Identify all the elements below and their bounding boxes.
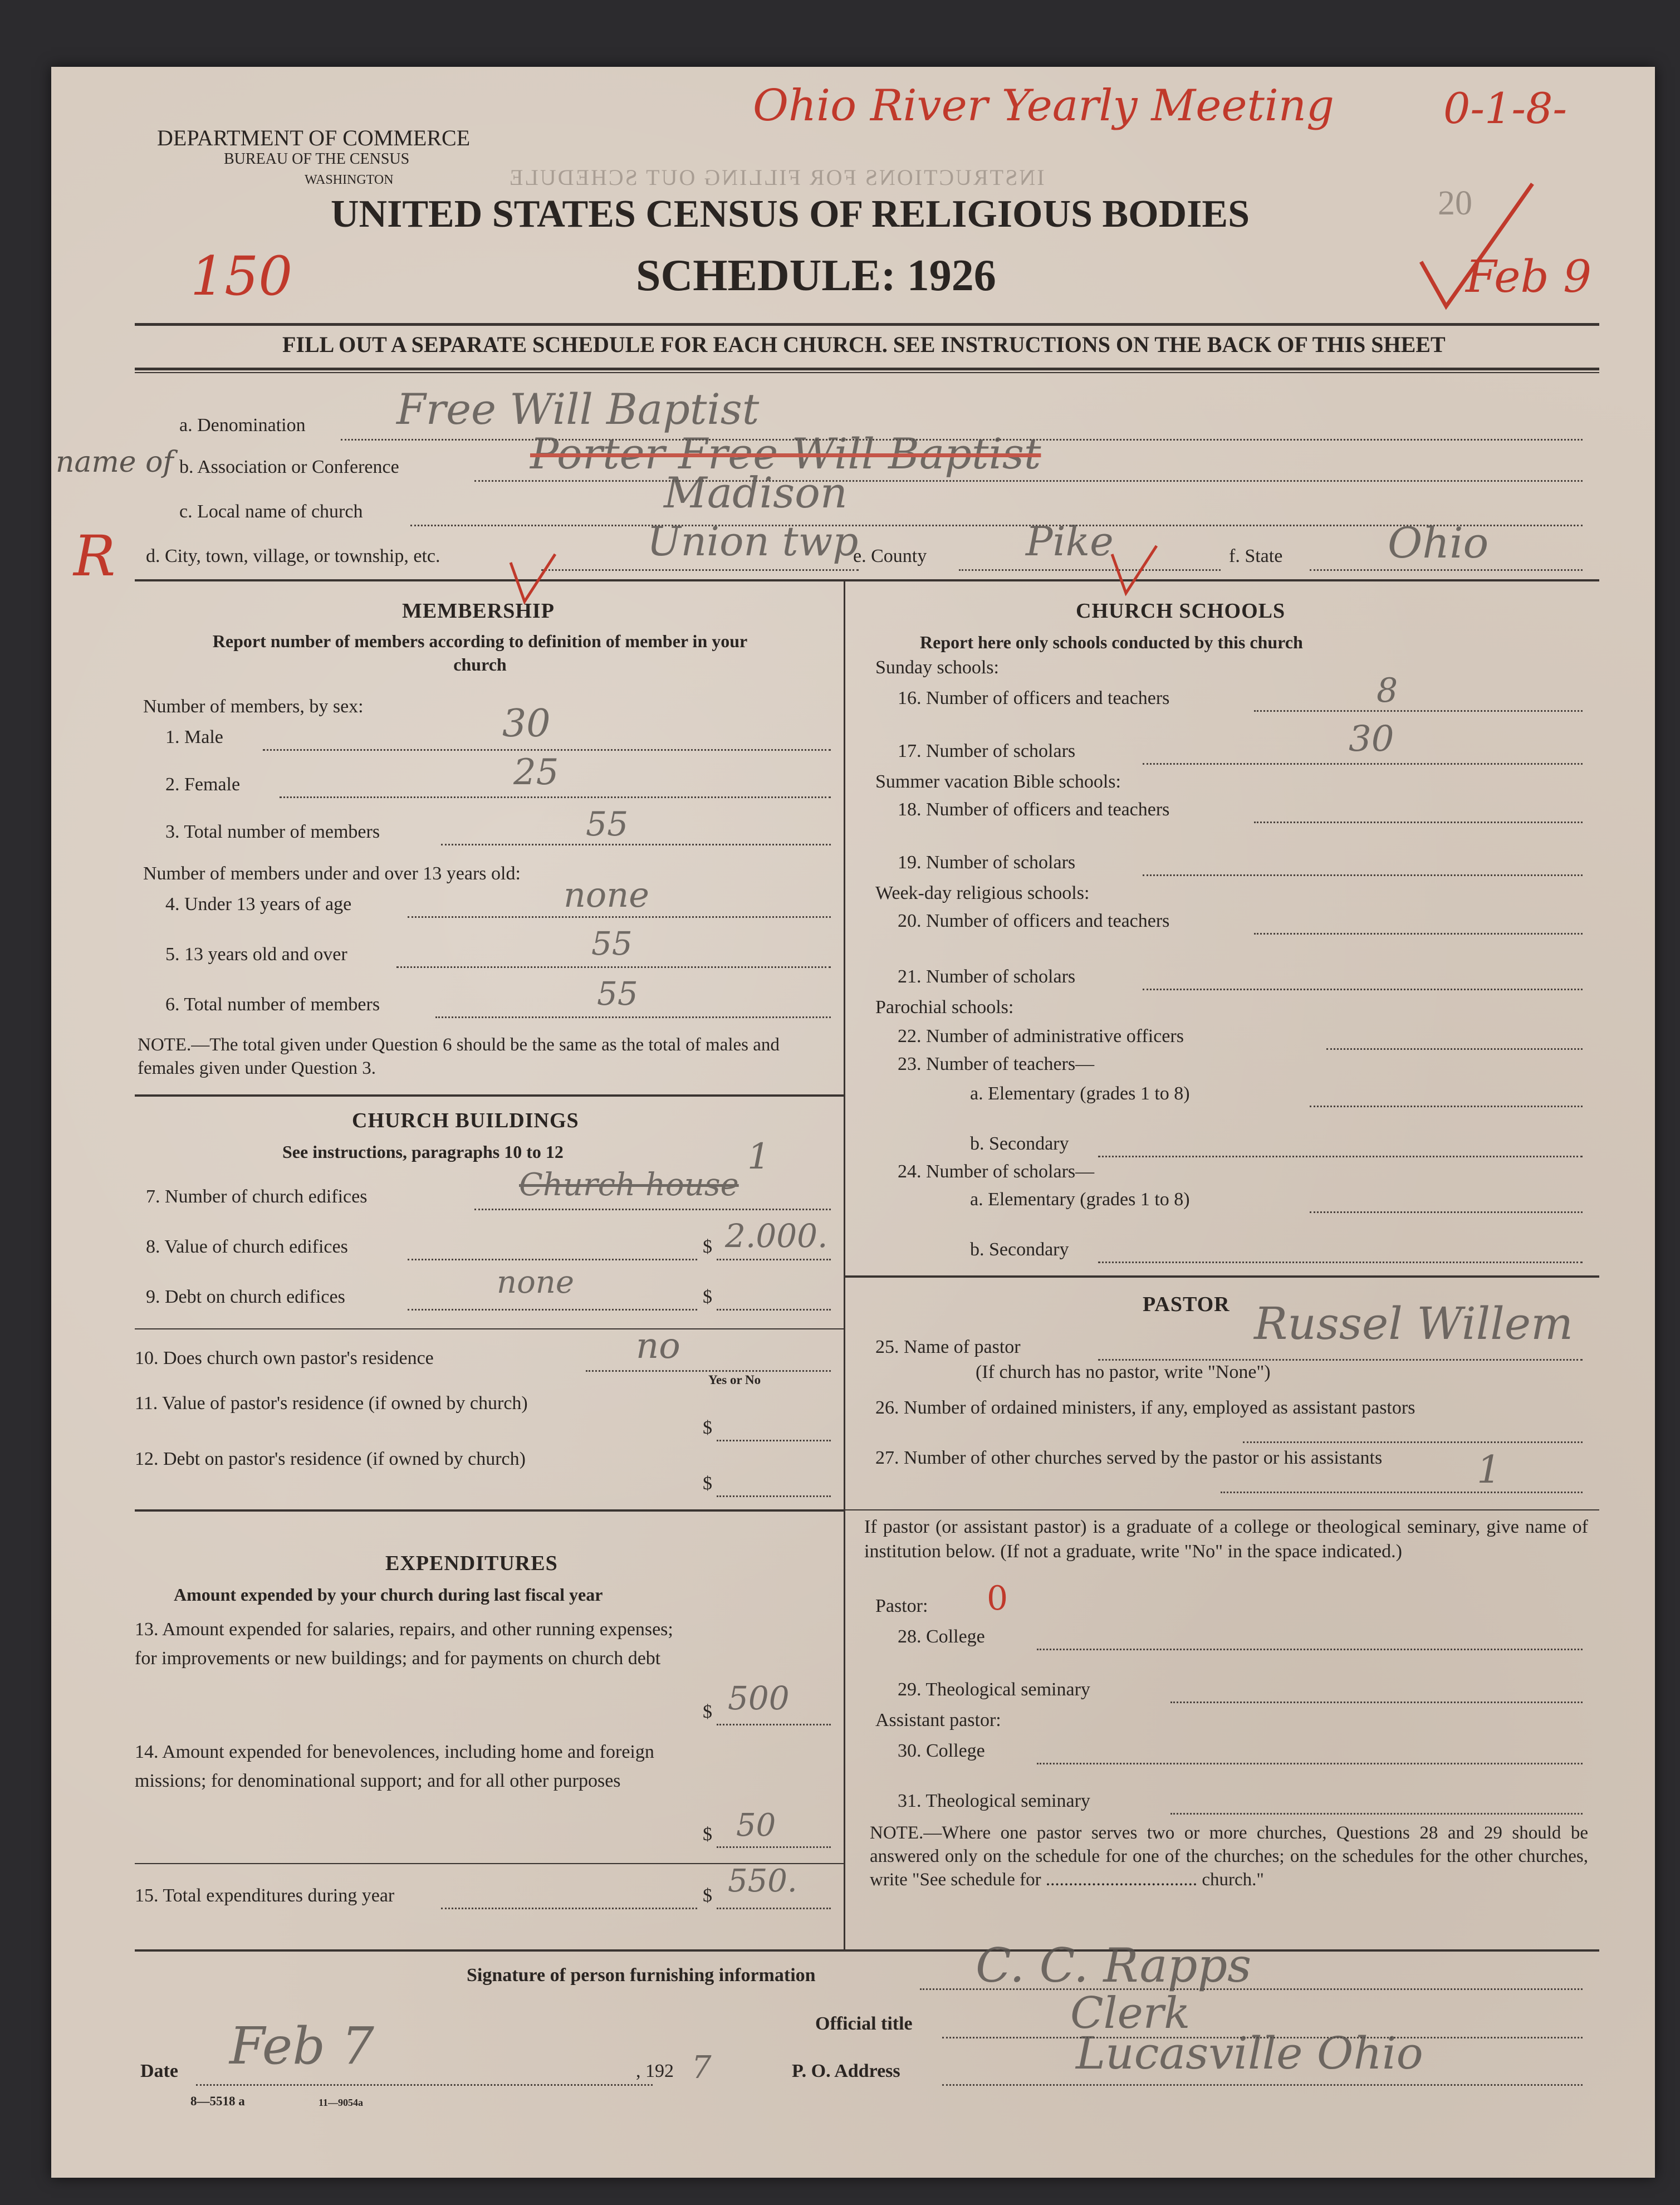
q2-value: 25: [513, 752, 559, 793]
q28-line: [1037, 1649, 1583, 1650]
annotation-r: R: [74, 524, 116, 589]
q15-line: [441, 1908, 697, 1909]
q1-label: 1. Male: [165, 727, 223, 747]
q16-value: 8: [1377, 671, 1398, 710]
q4-line: [408, 916, 831, 918]
annotation-code: 0-1-8-: [1443, 84, 1568, 133]
q11-dollar: $: [703, 1417, 712, 1438]
q12-dollar: $: [703, 1473, 712, 1494]
q8-value: 2.000.: [725, 1217, 828, 1255]
q9-line: [408, 1309, 697, 1311]
divider: [135, 1509, 844, 1512]
official-title-label: Official title: [815, 2013, 913, 2034]
pastor-title: PASTOR: [1143, 1293, 1230, 1316]
q17-line: [1143, 763, 1583, 765]
q24b-label: b. Secondary: [970, 1239, 1069, 1260]
q3-line: [441, 844, 831, 845]
q12-label: 12. Debt on pastor's residence (if owned by church): [135, 1449, 526, 1469]
q17-label: 17. Number of scholars: [898, 741, 1076, 761]
q14-label: 14. Amount expended for benevolences, including home and foreign missions; for denominational support; and for all other purposes: [135, 1742, 654, 1791]
q18-line: [1254, 822, 1583, 823]
q27-label: 27. Number of other churches served by the pastor or his assistants: [875, 1448, 1383, 1468]
date-line: [196, 2084, 653, 2086]
state-value: Ohio: [1388, 518, 1489, 568]
q7-line: [474, 1209, 831, 1210]
q7-number: 1: [747, 1136, 770, 1177]
q1-line: [263, 749, 831, 751]
schools-intro: Report here only schools conducted by this church: [920, 632, 1303, 652]
members-by-sex: Number of members, by sex:: [143, 696, 364, 717]
q10-value: no: [636, 1326, 680, 1367]
page-title: UNITED STATES CENSUS OF RELIGIOUS BODIES: [331, 193, 1250, 236]
q7-label: 7. Number of church edifices: [146, 1186, 368, 1207]
department-name: DEPARTMENT OF COMMERCE: [157, 125, 471, 150]
po-address-value: Lucasville Ohio: [1076, 2027, 1423, 2079]
q26-line: [1243, 1441, 1583, 1443]
q20-label: 20. Number of officers and teachers: [898, 911, 1170, 931]
q4-value: none: [564, 874, 649, 915]
city-line: [541, 569, 859, 571]
q14-amount-line: [717, 1846, 831, 1848]
column-divider: [844, 581, 845, 1952]
po-address-line: [942, 2084, 1583, 2086]
county-value: Pike: [1026, 518, 1114, 565]
q8-line: [408, 1259, 697, 1260]
q11-amount-line: [717, 1440, 831, 1441]
official-title-value: Clerk: [1070, 1988, 1191, 2038]
show-through-heading: INSTRUCTIONS FOR FILLING OUT SCHEDULE: [508, 165, 1045, 190]
q23a-label: a. Elementary (grades 1 to 8): [970, 1083, 1190, 1104]
q9-label: 9. Debt on church edifices: [146, 1287, 345, 1307]
annotation-number: 150: [190, 245, 293, 307]
date-year-digit: 7: [692, 2050, 712, 2086]
q23a-line: [1310, 1106, 1583, 1107]
pastor-label: Pastor:: [875, 1596, 928, 1616]
divider: [845, 1275, 1599, 1278]
membership-title: MEMBERSHIP: [402, 599, 555, 623]
q7-value: Church house: [519, 1167, 739, 1203]
divider: [135, 323, 1599, 326]
divider: [135, 1328, 844, 1329]
local-name-value: Madison: [664, 468, 848, 517]
assistant-label: Assistant pastor:: [875, 1710, 1001, 1730]
q8-amount-line: [717, 1259, 831, 1260]
q17-value: 30: [1349, 718, 1394, 760]
q20-line: [1254, 933, 1583, 935]
q24a-label: a. Elementary (grades 1 to 8): [970, 1189, 1190, 1210]
tick-mark-icon: [1109, 543, 1159, 599]
city-label: d. City, town, village, or township, etc.: [146, 546, 440, 566]
q13-amount-line: [717, 1724, 831, 1725]
q6-label: 6. Total number of members: [165, 994, 380, 1015]
date-label: Date: [140, 2061, 178, 2081]
q9-value: none: [497, 1264, 574, 1300]
county-label: e. County: [853, 546, 927, 566]
page-number: 20: [1438, 184, 1472, 222]
form-number: 8—5518 a: [190, 2094, 245, 2108]
q26-label: 26. Number of ordained ministers, if any, employed as assistant pastors: [875, 1397, 1415, 1418]
q21-line: [1143, 989, 1583, 990]
q5-label: 5. 13 years old and over: [165, 944, 347, 965]
tick-mark-icon: [508, 551, 558, 607]
city-value: Union twp: [647, 518, 859, 565]
q19-line: [1143, 874, 1583, 876]
buildings-intro: See instructions, paragraphs 10 to 12: [282, 1142, 564, 1162]
q2-label: 2. Female: [165, 774, 241, 795]
q23b-label: b. Secondary: [970, 1133, 1069, 1154]
q3-value: 55: [586, 805, 629, 844]
q14-dollar: $: [703, 1824, 712, 1845]
q29-label: 29. Theological seminary: [898, 1679, 1090, 1700]
divider: [135, 1949, 1599, 1952]
q15-value: 550.: [728, 1863, 797, 1899]
pastor-value: 0: [987, 1579, 1008, 1618]
q24-label: 24. Number of scholars—: [898, 1161, 1095, 1182]
checkmark-icon: [1415, 178, 1538, 312]
q5-line: [396, 966, 831, 968]
q2-line: [280, 796, 831, 798]
graduate-intro: If pastor (or assistant pastor) is a graduate of a college or theological seminary, give name of institution below. (If not a graduate, write "No" in the space indicated.): [864, 1517, 1588, 1562]
signature-label: Signature of person furnishing information: [467, 1965, 816, 1986]
q8-label: 8. Value of church edifices: [146, 1236, 348, 1257]
q29-line: [1170, 1702, 1583, 1703]
q9-dollar: $: [703, 1287, 712, 1307]
q12-amount-line: [717, 1495, 831, 1497]
q13-label: 13. Amount expended for salaries, repairs, and other running expenses; for improvements or new buildings; and for payments on church debt: [135, 1619, 673, 1669]
parochial-schools: Parochial schools:: [875, 997, 1014, 1018]
po-address-label: P. O. Address: [792, 2061, 900, 2081]
q13-value: 500: [728, 1679, 790, 1717]
q10-label: 10. Does church own pastor's residence: [135, 1348, 434, 1368]
divider: [135, 579, 1599, 581]
date-year: , 192: [636, 2061, 674, 2081]
q31-line: [1170, 1813, 1583, 1815]
denomination-label: a. Denomination: [179, 415, 306, 436]
q24b-line: [1098, 1262, 1583, 1263]
q1-value: 30: [502, 702, 551, 746]
age-intro: Number of members under and over 13 years old:: [143, 863, 521, 884]
schedule-title: SCHEDULE: 1926: [636, 251, 996, 300]
divider: [135, 372, 1599, 373]
schools-title: CHURCH SCHOOLS: [1076, 599, 1286, 623]
association-line: [474, 480, 1583, 482]
association-value: Porter Free Will Baptist: [530, 429, 1041, 478]
county-line: [959, 569, 1221, 571]
q14-value: 50: [736, 1807, 776, 1844]
q18-label: 18. Number of officers and teachers: [898, 799, 1170, 820]
q19-label: 19. Number of scholars: [898, 852, 1076, 873]
q10-line: [586, 1370, 831, 1372]
bureau-name: BUREAU OF THE CENSUS: [224, 150, 410, 168]
state-line: [1310, 569, 1583, 571]
annotation-meeting: Ohio River Yearly Meeting: [753, 81, 1334, 131]
census-schedule-sheet: [51, 67, 1655, 2178]
q25-note: (If church has no pastor, write "None"): [976, 1362, 1271, 1382]
annotation-date: Feb 9: [1466, 251, 1592, 302]
local-name-label: c. Local name of church: [179, 501, 363, 522]
q27-line: [1221, 1492, 1583, 1493]
q23-label: 23. Number of teachers—: [898, 1054, 1095, 1074]
form-number-secondary: 11—9054a: [319, 2097, 364, 2108]
date-value: Feb 7: [229, 2016, 374, 2076]
yes-no-hint: Yes or No: [708, 1373, 761, 1387]
membership-intro: Report number of members according to definition of member in your church: [212, 631, 748, 674]
q16-label: 16. Number of officers and teachers: [898, 688, 1170, 708]
q5-value: 55: [591, 925, 633, 962]
q30-line: [1037, 1763, 1583, 1764]
fill-instruction: FILL OUT A SEPARATE SCHEDULE FOR EACH CHURCH. SEE INSTRUCTIONS ON THE BACK OF THIS SHEET: [282, 332, 1446, 357]
expenditures-title: EXPENDITURES: [385, 1552, 558, 1575]
q24a-line: [1310, 1211, 1583, 1213]
divider: [135, 1094, 844, 1097]
summer-schools: Summer vacation Bible schools:: [875, 771, 1121, 792]
bureau-city: WASHINGTON: [305, 173, 394, 187]
q16-line: [1254, 710, 1583, 712]
q25-label: 25. Name of pastor: [875, 1337, 1021, 1357]
state-label: f. State: [1229, 546, 1283, 566]
q6-value: 55: [597, 975, 638, 1013]
q15-label: 15. Total expenditures during year: [135, 1885, 395, 1906]
membership-note: NOTE.—The total given under Question 6 should be the same as the total of males and females given under Question 3.: [138, 1035, 780, 1078]
q22-label: 22. Number of administrative officers: [898, 1026, 1184, 1047]
divider: [845, 1509, 1599, 1510]
q27-value: 1: [1477, 1448, 1501, 1492]
q9-amount-line: [717, 1309, 831, 1311]
weekday-schools: Week-day religious schools:: [875, 883, 1090, 903]
pastor-note: NOTE.—Where one pastor serves two or more churches, Questions 28 and 29 should be answered only on the schedule for one of the churches; on the schedules for the other churches, write "See schedule for ................................. church.": [870, 1823, 1588, 1890]
q30-label: 30. College: [898, 1740, 985, 1761]
q11-label: 11. Value of pastor's residence (if owned by church): [135, 1393, 528, 1414]
signature-value: C. C. Rapps: [976, 1938, 1252, 1993]
q28-label: 28. College: [898, 1626, 985, 1647]
q8-dollar: $: [703, 1236, 712, 1257]
expenditures-intro: Amount expended by your church during last fiscal year: [174, 1585, 603, 1605]
buildings-title: CHURCH BUILDINGS: [352, 1109, 579, 1132]
q21-label: 21. Number of scholars: [898, 966, 1076, 987]
denomination-value: Free Will Baptist: [396, 384, 760, 434]
divider: [135, 368, 1599, 370]
q6-line: [435, 1016, 831, 1018]
q4-label: 4. Under 13 years of age: [165, 894, 352, 915]
q22-line: [1326, 1048, 1583, 1050]
q23b-line: [1098, 1156, 1583, 1157]
q3-label: 3. Total number of members: [165, 822, 380, 842]
q15-dollar: $: [703, 1885, 712, 1906]
q25-line: [1098, 1359, 1583, 1361]
sunday-schools: Sunday schools:: [875, 657, 999, 678]
q15-amount-line: [717, 1908, 831, 1909]
association-label: b. Association or Conference: [179, 457, 399, 477]
annotation-name-of: name of: [56, 446, 174, 479]
q25-value: Russel Willem: [1254, 1298, 1574, 1350]
q13-dollar: $: [703, 1702, 712, 1722]
q31-label: 31. Theological seminary: [898, 1791, 1090, 1811]
